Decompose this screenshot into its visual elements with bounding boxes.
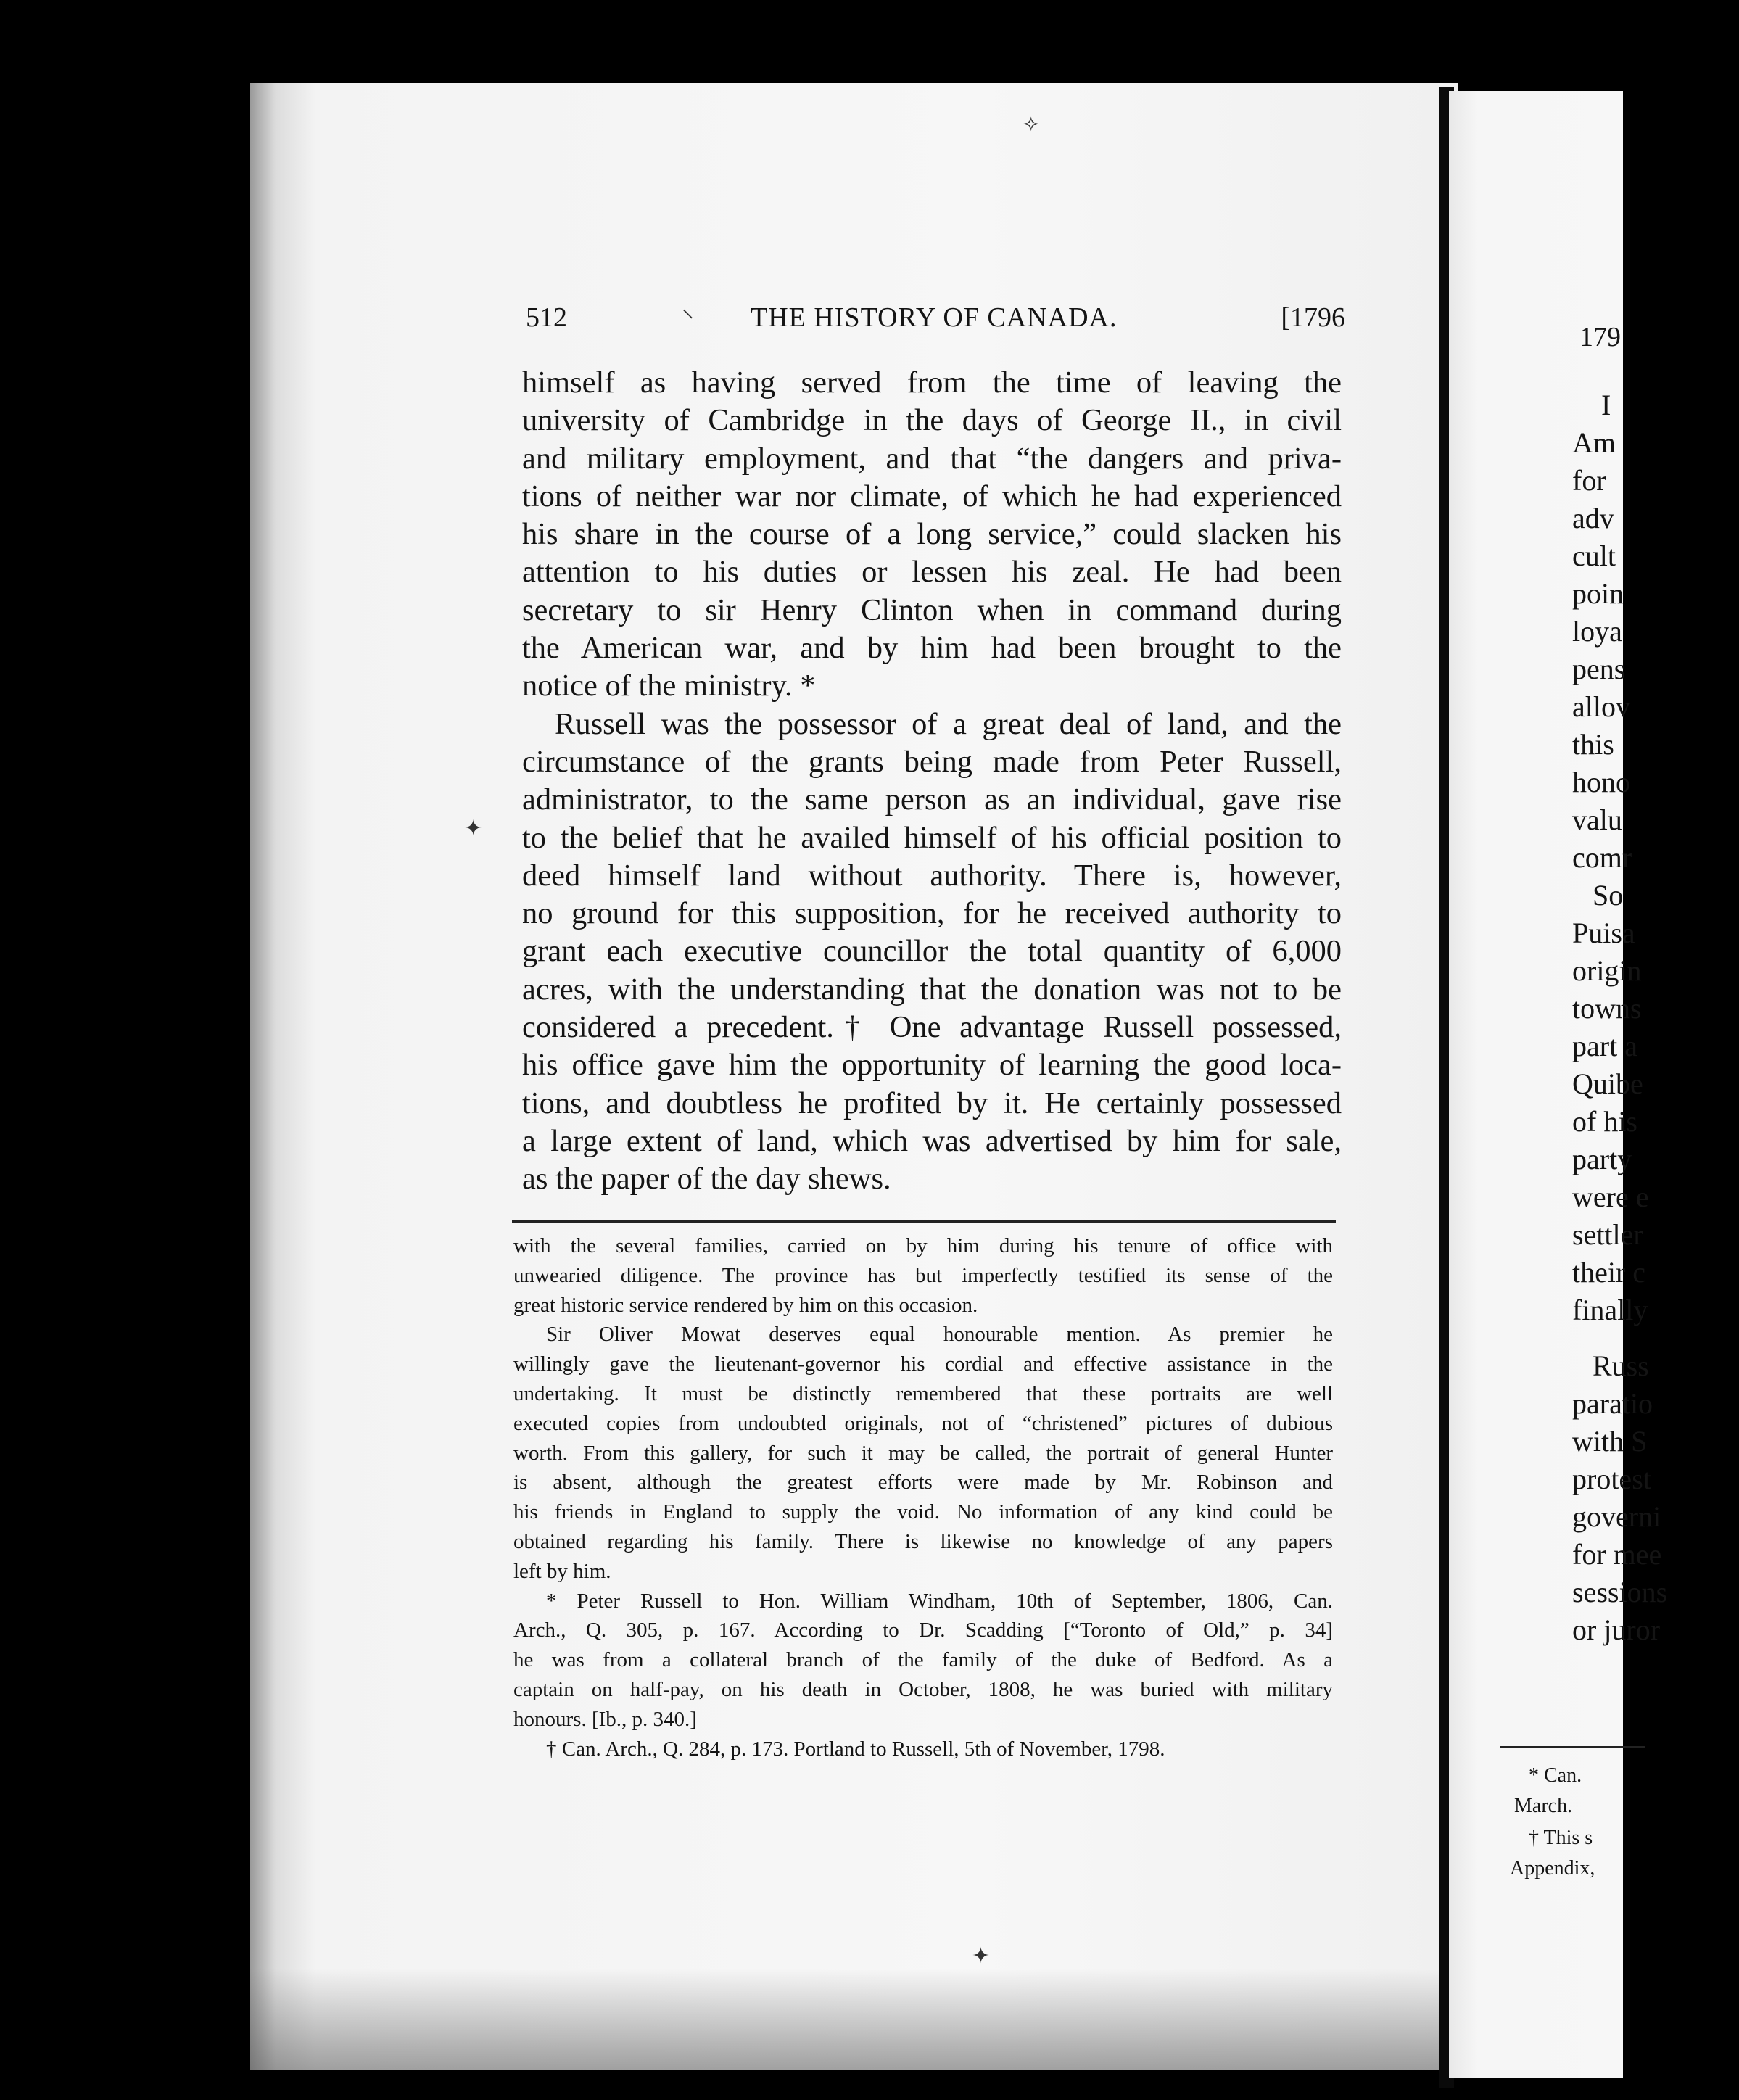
- body-line: secretary to sir Henry Clinton when in command during: [522, 592, 1342, 627]
- right-page-fragment: So: [1593, 879, 1624, 911]
- body-line: himself as having served from the time of leaving the: [522, 365, 1342, 400]
- right-page-fragment: † This s: [1529, 1827, 1593, 1849]
- body-line: to the belief that he availed himself of his official position to: [522, 820, 1342, 855]
- right-page-fragment: Quibe: [1572, 1067, 1643, 1100]
- right-page-fragment: part a: [1572, 1030, 1637, 1062]
- footnote-line: executed copies from undoubted originals, not of “christened” pictures of dubious: [513, 1411, 1333, 1435]
- footnote-line: he was from a collateral branch of the family of the duke of Bedford. As a: [513, 1648, 1333, 1672]
- body-line: considered a precedent.† One advantage Russell possessed,: [522, 1010, 1342, 1045]
- right-page-fragment: towns: [1572, 992, 1642, 1025]
- right-page-footnote-rule: [1500, 1746, 1645, 1748]
- right-page-fragment: or juror: [1572, 1613, 1661, 1646]
- body-line: university of Cambridge in the days of George II., in civil: [522, 403, 1342, 438]
- footnote-line: is absent, although the greatest efforts were made by Mr. Robinson and: [513, 1471, 1333, 1495]
- footnote-line: left by him.: [513, 1559, 611, 1583]
- right-page-fragment: Appendix,: [1510, 1857, 1595, 1880]
- running-title: THE HISTORY OF CANADA.: [751, 302, 1118, 333]
- footnote-line: Arch., Q. 305, p. 167. According to Dr. Scadding [“Toronto of Old,” p. 34]: [513, 1619, 1333, 1642]
- right-page-fragment: their c: [1572, 1256, 1646, 1289]
- body-line: grant each executive councillor the total quantity of 6,000: [522, 934, 1342, 969]
- right-page-fragment: were e: [1572, 1181, 1649, 1213]
- right-page-fragment: poin: [1572, 577, 1624, 610]
- footnote-line: worth. From this gallery, for such it may be called, the portrait of general Hunter: [513, 1441, 1333, 1465]
- body-line: tions, and doubtless he profited by it. He certainly possessed: [522, 1086, 1342, 1120]
- right-page-fragment: * Can.: [1529, 1764, 1582, 1787]
- footnote-line: * Peter Russell to Hon. William Windham, 10th of September, 1806, Can.: [546, 1589, 1333, 1613]
- right-page-fragment: for: [1572, 464, 1606, 497]
- right-page-fragment: 179: [1579, 322, 1621, 352]
- right-page-fragment: pens: [1572, 653, 1626, 685]
- footnote-divider: [512, 1220, 1336, 1223]
- footnote-line: Sir Oliver Mowat deserves equal honourable mention. As premier he: [546, 1323, 1333, 1347]
- footnote-line: his friends in England to supply the void. No information of any kind could be: [513, 1500, 1333, 1524]
- body-line: acres, with the understanding that the donation was not to be: [522, 972, 1342, 1006]
- scan-speck: ✦: [972, 1944, 991, 1968]
- right-page-fragment: adv: [1572, 502, 1614, 534]
- right-page-fragment: with S: [1572, 1425, 1648, 1458]
- right-page-fragment: Am: [1572, 426, 1616, 459]
- body-line: no ground for this supposition, for he received authority to: [522, 896, 1342, 931]
- body-line: Russell was the possessor of a great deal of land, and the: [555, 706, 1342, 741]
- footnote-line: unwearied diligence. The province has but imperfectly testified its sense of the: [513, 1263, 1333, 1287]
- right-page: [1449, 91, 1668, 2078]
- right-page-fragment: sessions: [1572, 1576, 1668, 1608]
- right-page-fragment: cult: [1572, 540, 1616, 572]
- right-page-fragment: loya: [1572, 615, 1622, 648]
- header-year: [1796: [1281, 302, 1345, 333]
- body-line: the American war, and by him had been brought to the: [522, 631, 1342, 666]
- right-page-fragment: this: [1572, 728, 1614, 761]
- right-page-fragment: finally: [1572, 1294, 1648, 1326]
- body-line: as the paper of the day shews.: [522, 1162, 891, 1196]
- right-page-fragment: paratio: [1572, 1387, 1653, 1420]
- body-line: administrator, to the same person as an individual, gave rise: [522, 782, 1342, 817]
- footnote-line: captain on half-pay, on his death in October, 1808, he was buried with military: [513, 1677, 1333, 1701]
- scan-speck: ⸌: [682, 306, 694, 333]
- body-line: a large extent of land, which was advertised by him for sale,: [522, 1123, 1342, 1158]
- right-page-fragment: hono: [1572, 766, 1630, 798]
- right-page-fragment: for mee: [1572, 1538, 1662, 1571]
- footnote-line: great historic service rendered by him on this occasion.: [513, 1293, 978, 1317]
- right-page-fragment: Puisa: [1572, 917, 1635, 949]
- running-header: [526, 302, 1345, 345]
- scan-speck: ✦: [464, 817, 483, 840]
- footnote-line: † Can. Arch., Q. 284, p. 173. Portland to Russell, 5th of November, 1798.: [546, 1737, 1165, 1761]
- footnote-line: undertaking. It must be distinctly remembered that these portraits are well: [513, 1381, 1333, 1405]
- right-page-fragment: allov: [1572, 690, 1630, 723]
- right-page-fragment: governi: [1572, 1500, 1661, 1533]
- body-line: notice of the ministry. *: [522, 669, 816, 703]
- footnote-line: willingly gave the lieutenant-governor his cordial and effective assistance in the: [513, 1352, 1333, 1376]
- right-page-fragment: settler: [1572, 1218, 1643, 1251]
- body-line: attention to his duties or lessen his zeal. He had been: [522, 555, 1342, 590]
- right-page-fragment: of his: [1572, 1105, 1637, 1138]
- right-page-fragment: valu: [1572, 803, 1622, 836]
- right-page-fragment: protest: [1572, 1463, 1651, 1495]
- footnotes: [513, 1231, 1333, 1764]
- right-page-fragment: I: [1601, 389, 1611, 421]
- scan-speck: ✧: [1023, 114, 1040, 136]
- page-number: 512: [526, 302, 567, 333]
- body-line: tions of neither war nor climate, of which he had experienced: [522, 479, 1342, 513]
- footnote-line: obtained regarding his family. There is likewise no knowledge of any papers: [513, 1529, 1333, 1553]
- body-line: deed himself land without authority. There is, however,: [522, 858, 1342, 893]
- body-line: circumstance of the grants being made from Peter Russell,: [522, 744, 1342, 779]
- body-text: [522, 364, 1342, 1199]
- footnote-line: with the several families, carried on by him during his tenure of office with: [513, 1234, 1333, 1257]
- footnote-line: honours. [Ib., p. 340.]: [513, 1707, 697, 1731]
- right-page-fragment: Russ: [1593, 1349, 1649, 1382]
- right-page-fragment: party: [1572, 1143, 1632, 1175]
- body-line: and military employment, and that “the dangers and priva-: [522, 441, 1342, 476]
- body-line: his share in the course of a long service,” could slacken his: [522, 517, 1342, 552]
- right-page-fragment: March.: [1514, 1795, 1573, 1817]
- right-page-fragment: origin: [1572, 954, 1642, 987]
- right-page-fragment: comr: [1572, 841, 1632, 874]
- body-line: his office gave him the opportunity of learning the good loca-: [522, 1048, 1342, 1083]
